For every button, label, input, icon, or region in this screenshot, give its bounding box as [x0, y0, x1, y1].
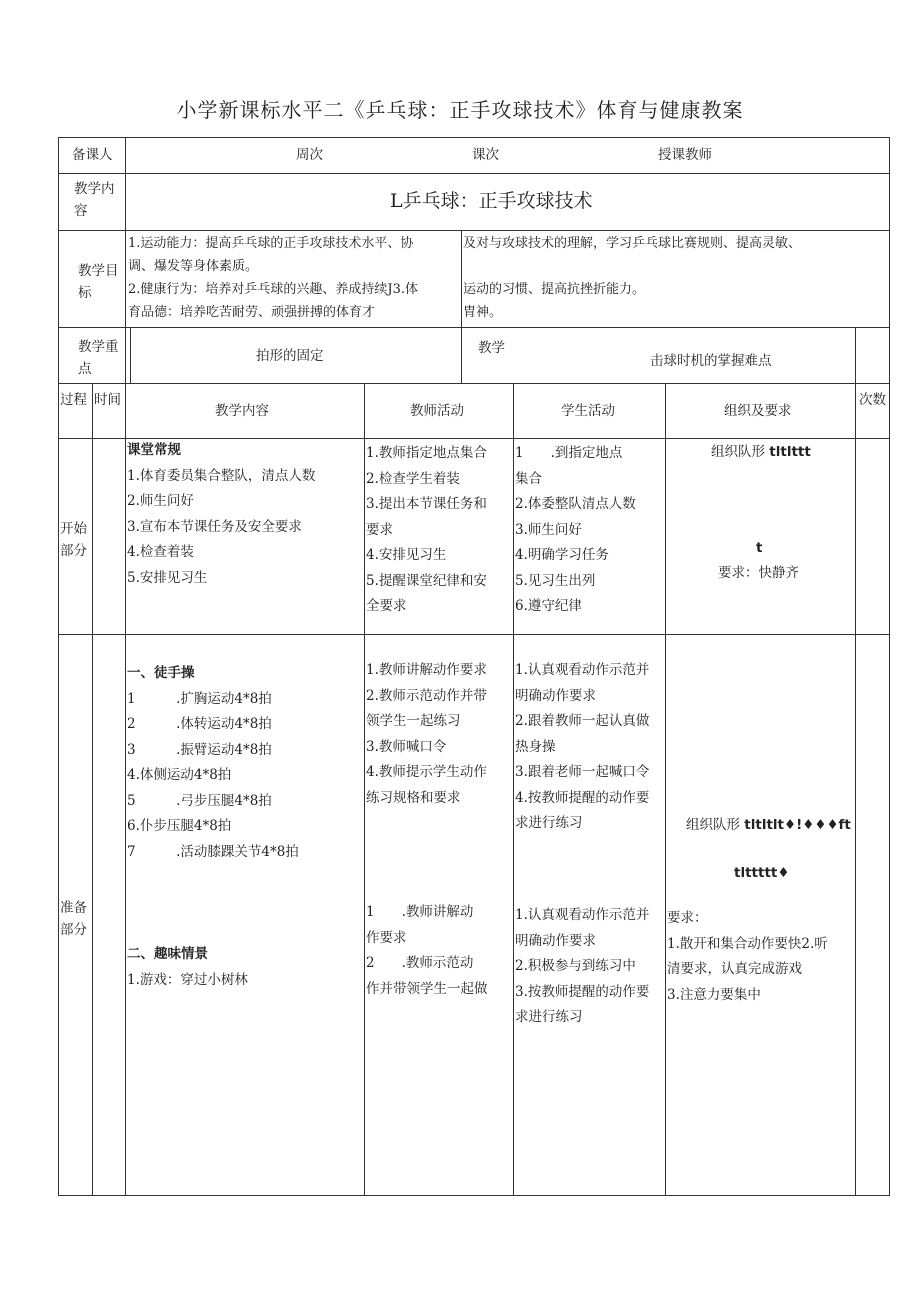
col-process: 过程: [60, 392, 87, 408]
week-label: 周次: [296, 147, 323, 163]
formation-diagram: tltltlt♦!♦♦♦ft: [744, 817, 851, 833]
grid-line: [364, 383, 365, 1196]
prep-section-label: 准备 部分: [60, 900, 87, 938]
key-point-value: 拍形的固定: [256, 348, 324, 364]
prep-org-requirements: 要求： 1.散开和集合动作要快2.听 清要求，认真完成游戏 3.注意力要集中: [667, 910, 828, 1003]
start-org-requirement: 要求：快静齐: [718, 565, 799, 581]
start-content: 课堂常规 1.体育委员集合整队，清点人数 2.师生问好 3.宣布本节课任务及安全要求 4.检查着装 5.安排见习生: [127, 442, 316, 586]
grid-line: [461, 230, 462, 327]
key-mid-label: 教学: [478, 340, 505, 356]
grid-line: [58, 383, 890, 384]
prep-org-formation: 组织队形 tltltlt♦!♦♦♦ft: [686, 817, 851, 833]
lesson-number-label: 课次: [472, 147, 499, 163]
grid-line: [58, 1195, 890, 1196]
col-student: 学生活动: [561, 403, 615, 419]
prep-person-label: 备课人: [72, 147, 113, 163]
grid-line: [58, 230, 890, 231]
grid-line: [855, 383, 856, 1196]
grid-line: [58, 327, 890, 328]
key-row-label: 教学重 点: [78, 339, 119, 377]
goals-left-text: 1.运动能力：提高乒乓球的正手攻球技术水平、协 调、爆发等身体素质。 2.健康行为：培养对乒乓球的兴趣、养成持续J3.体 育品德：培养吃苦耐劳、顽强拼搏的体育才: [128, 236, 419, 320]
grid-line: [130, 327, 131, 383]
goals-row-label: 教学目 标: [78, 263, 119, 301]
start-org-formation: 组织队形 tltlttt: [711, 444, 811, 460]
col-teacher: 教师活动: [410, 403, 464, 419]
difficulty-value: 击球时机的掌握难点: [650, 353, 772, 369]
grid-line: [125, 383, 126, 1196]
page-title: 小学新课标水平二《乒乓球：正手攻球技术》体育与健康教案: [176, 98, 744, 122]
start-section-label: 开始 部分: [60, 521, 87, 559]
grid-line: [855, 327, 856, 383]
grid-line: [58, 634, 890, 635]
formation-diagram: tltlttt: [769, 444, 811, 460]
lesson-content-value: L乒乓球：正手攻球技术: [390, 190, 593, 212]
start-teacher-activity: 1.教师指定地点集合 2.检查学生着装 3.提出本节课任务和 要求 4.安排见习生 5.提醒课堂纪律和安 全要求: [366, 445, 487, 614]
grid-line: [513, 383, 514, 1196]
prep-teacher-activity-b: 1 .教师讲解动 作要求 2 .教师示范动 作并带领学生一起做: [366, 904, 488, 997]
start-student-activity: 1 .到指定地点 集合 2.体委整队清点人数 3.师生问好 4.明确学习任务 5.见习生出列 6.遵守纪律: [515, 445, 636, 614]
grid-line: [665, 383, 666, 1196]
grid-line: [58, 137, 890, 138]
content-row-label: 教学内 容: [74, 181, 115, 219]
col-times: 次数: [859, 392, 886, 408]
grid-line: [58, 173, 890, 174]
grid-line: [92, 383, 93, 1196]
formation-diagram-row2: tlttttt♦: [734, 865, 790, 881]
col-org: 组织及要求: [724, 403, 792, 419]
prep-game: 二、趣味情景 1.游戏：穿过小树林: [127, 946, 248, 988]
grid-line: [58, 137, 59, 1196]
formation-mark: t: [756, 540, 763, 556]
grid-line: [461, 327, 462, 383]
grid-line: [889, 137, 890, 1196]
goals-right-text: 及对与攻球技术的理解，学习乒乓球比赛规则、提高灵敏、 运动的习惯、提高抗挫折能力。 胄神。: [463, 236, 802, 320]
prep-exercises: 一、徒手操 1 .扩胸运动4*8拍 2 .体转运动4*8拍 3 .振臂运动4*8拍 4.体侧运动4*8拍 5 .弓步压腿4*8拍 6.仆步压腿4*8拍 7 .活动膝踝关节4*8拍: [127, 665, 299, 860]
grid-line: [125, 137, 126, 383]
prep-student-activity-b: 1.认真观看动作示范并 明确动作要求 2.积极参与到练习中 3.按教师提醒的动作要 求进行练习: [515, 907, 650, 1025]
teacher-label: 授课教师: [658, 147, 712, 163]
col-time: 时间: [94, 392, 121, 408]
prep-student-activity-a: 1.认真观看动作示范并 明确动作要求 2.跟着教师一起认真做 热身操 3.跟着老师一起喊口令 4.按教师提醒的动作要 求进行练习: [515, 662, 650, 831]
col-content: 教学内容: [215, 403, 269, 419]
prep-teacher-activity-a: 1.教师讲解动作要求 2.教师示范动作并带 领学生一起练习 3.教师喊口令 4.教师提示学生动作 练习规格和要求: [366, 662, 487, 806]
